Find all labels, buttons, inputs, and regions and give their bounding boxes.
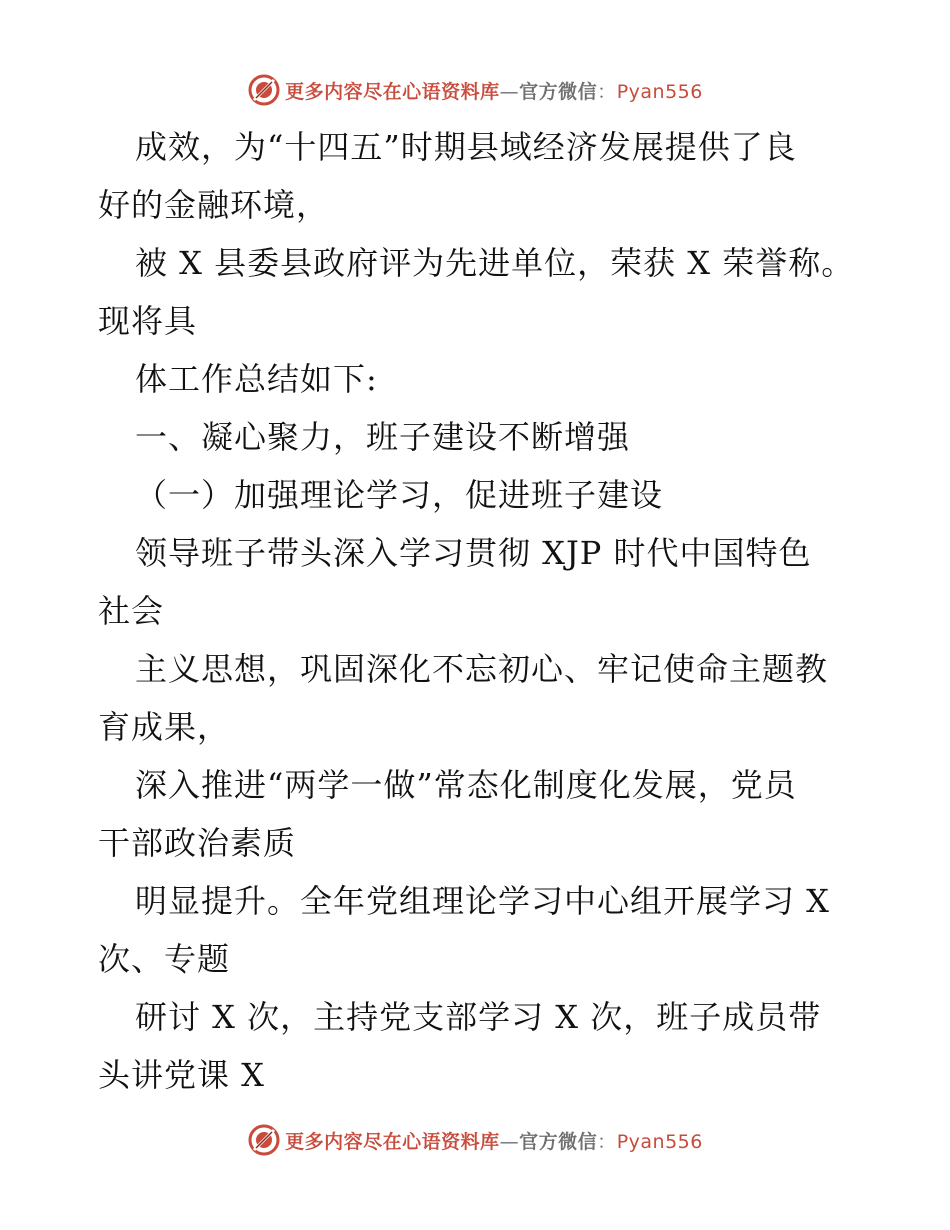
header-banner-label: 官方微信	[519, 80, 598, 103]
footer-banner-main: 更多内容尽在心语资料库	[285, 1130, 500, 1153]
footer-banner-dash: —	[499, 1130, 520, 1153]
text-line: 深入推进“两学一做”常态化制度化发展，党员	[135, 766, 797, 804]
text-line: 体工作总结如下:	[135, 360, 378, 398]
section-heading: 一、凝心聚力，班子建设不断增强	[135, 418, 631, 456]
footer-banner-label: 官方微信	[519, 1130, 598, 1153]
brand-logo-icon	[247, 73, 281, 107]
text-line: 现将具	[98, 302, 198, 340]
footer-banner	[0, 1120, 950, 1160]
header-banner-main: 更多内容尽在心语资料库	[285, 80, 500, 103]
text-line: 社会	[98, 592, 165, 630]
text-line: 主义思想，巩固深化不忘初心、牢记使命主题教	[135, 650, 829, 688]
footer-banner-text	[285, 1127, 703, 1154]
text-line: 研讨 X 次，主持党支部学习 X 次，班子成员带	[135, 998, 822, 1036]
text-line: 干部政治素质	[98, 824, 297, 862]
document-body	[98, 118, 858, 1104]
text-line: 次、专题	[98, 940, 231, 978]
header-banner-account: Pyan556	[616, 80, 703, 103]
footer-banner-account: Pyan556	[616, 1130, 703, 1153]
header-banner-dash: —	[499, 80, 520, 103]
text-line: 头讲党课 X	[98, 1056, 265, 1094]
subsection-heading: （一）加强理论学习，促进班子建设	[135, 476, 664, 514]
text-line: 好的金融环境，	[98, 186, 330, 224]
text-line: 明显提升。全年党组理论学习中心组开展学习 X	[135, 882, 830, 920]
header-banner-text	[285, 77, 703, 104]
header-banner	[0, 70, 950, 110]
header-banner-sep: ：	[597, 80, 617, 103]
text-line: 成效，为“十四五”时期县域经济发展提供了良	[135, 128, 797, 166]
brand-logo-icon	[247, 1123, 281, 1157]
footer-banner-sep: ：	[597, 1130, 617, 1153]
text-line: 领导班子带头深入学习贯彻 XJP 时代中国特色	[135, 534, 812, 572]
text-line: 被 X 县委县政府评为先进单位，荣获 X 荣誉称。	[135, 244, 855, 282]
text-line: 育成果，	[98, 708, 231, 746]
